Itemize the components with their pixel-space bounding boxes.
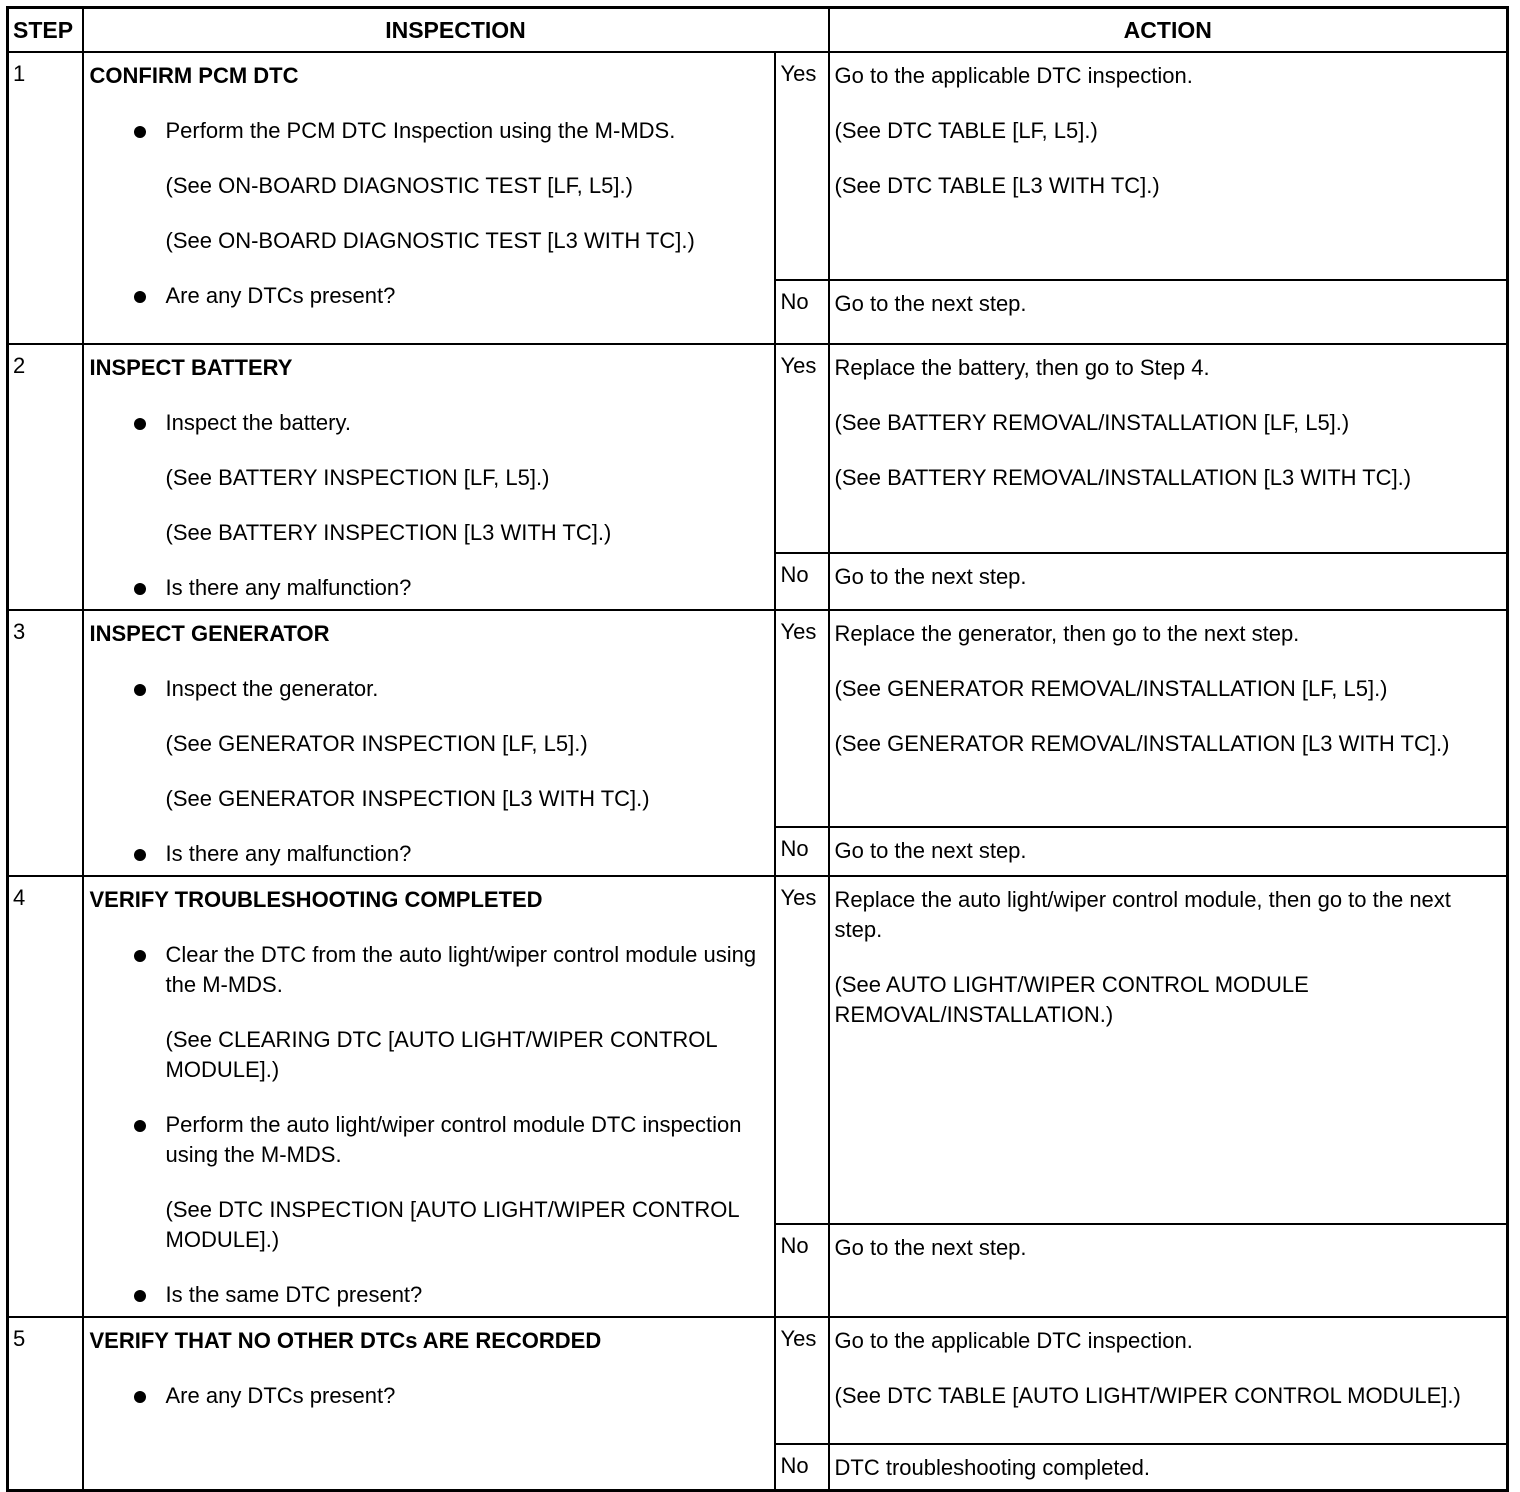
- inspection-text: Inspect the generator.: [165, 676, 379, 701]
- inspection-bullet: [90, 1381, 766, 1411]
- inspection-text: Inspect the battery.: [165, 410, 351, 435]
- inspection-reference: (See GENERATOR INSPECTION [LF, L5].): [165, 731, 588, 756]
- inspection-reference: (See CLEARING DTC [AUTO LIGHT/WIPER CONTROL MODULE].): [165, 1027, 717, 1082]
- inspection-text: Is there any malfunction?: [165, 841, 412, 866]
- action-text: Go to the next step.: [834, 1235, 1027, 1261]
- step-row-5: [8, 1317, 1508, 1444]
- inspection-text: Perform the PCM DTC Inspection using the M-MDS.: [165, 118, 676, 143]
- inspection-reference: (See BATTERY INSPECTION [L3 WITH TC].): [165, 520, 612, 545]
- yes-label: Yes: [775, 52, 829, 280]
- yes-action-cell: [829, 876, 1508, 1224]
- inspection-cell: [83, 610, 775, 876]
- step-number: 4: [8, 876, 83, 1317]
- inspection-text: Are any DTCs present?: [165, 283, 396, 308]
- step-number: 2: [8, 344, 83, 610]
- no-label: No: [775, 827, 829, 876]
- inspection-text: Is the same DTC present?: [165, 1282, 423, 1307]
- action-text: Go to the next step.: [834, 291, 1027, 316]
- inspection-bullet: [90, 1110, 766, 1170]
- diagnostic-procedure-document: [6, 6, 1506, 1492]
- step-row-1: [8, 52, 1508, 280]
- action-text: Replace the battery, then go to Step 4.: [834, 355, 1210, 380]
- yes-action-cell: [829, 344, 1508, 553]
- step-header: STEP: [8, 8, 83, 53]
- step-row-3: [8, 610, 1508, 827]
- bullet-dot-icon: [134, 1290, 146, 1302]
- inspection-bullet: [90, 940, 766, 1000]
- action-text: Replace the auto light/wiper control module, then go to the next step.: [834, 887, 1451, 942]
- yes-action-cell: [829, 610, 1508, 827]
- inspection-text: Is there any malfunction?: [165, 575, 412, 600]
- inspection-header: INSPECTION: [83, 8, 829, 53]
- step-title: INSPECT BATTERY: [89, 355, 293, 380]
- bullet-dot-icon: [134, 418, 146, 430]
- header-row: [8, 8, 1508, 53]
- inspection-cell: [83, 344, 775, 610]
- bullet-dot-icon: [134, 291, 146, 303]
- inspection-bullet: [90, 839, 766, 869]
- inspection-text: Perform the auto light/wiper control module DTC inspection using the M-MDS.: [165, 1112, 742, 1167]
- action-text: Go to the applicable DTC inspection.: [834, 1328, 1193, 1353]
- bullet-dot-icon: [134, 1120, 146, 1132]
- action-text: Replace the generator, then go to the next step.: [834, 621, 1300, 646]
- step-row-2: [8, 344, 1508, 553]
- inspection-text: Are any DTCs present?: [165, 1383, 396, 1408]
- inspection-reference: (See DTC INSPECTION [AUTO LIGHT/WIPER CONTROL MODULE].): [165, 1197, 739, 1252]
- no-action-cell: [829, 1224, 1508, 1317]
- action-text: (See AUTO LIGHT/WIPER CONTROL MODULE REMOVAL/INSTALLATION.): [834, 972, 1309, 1027]
- bullet-dot-icon: [134, 849, 146, 861]
- action-text: (See BATTERY REMOVAL/INSTALLATION [L3 WITH TC].): [834, 465, 1412, 490]
- yes-label: Yes: [775, 344, 829, 553]
- step-title: CONFIRM PCM DTC: [89, 63, 299, 88]
- action-text: Go to the applicable DTC inspection.: [834, 63, 1193, 88]
- no-label: No: [775, 1444, 829, 1491]
- action-header: ACTION: [829, 8, 1508, 53]
- yes-label: Yes: [775, 610, 829, 827]
- inspection-reference: (See ON-BOARD DIAGNOSTIC TEST [LF, L5].): [165, 173, 633, 198]
- inspection-text: Clear the DTC from the auto light/wiper control module using the M-MDS.: [165, 942, 757, 997]
- no-action-cell: [829, 827, 1508, 876]
- action-text: (See DTC TABLE [LF, L5].): [834, 118, 1098, 143]
- bullet-dot-icon: [134, 684, 146, 696]
- inspection-bullet: [90, 573, 766, 603]
- action-text: (See DTC TABLE [L3 WITH TC].): [834, 173, 1160, 198]
- no-action-cell: [829, 280, 1508, 344]
- bullet-dot-icon: [134, 126, 146, 138]
- steps-body: [8, 52, 1508, 1491]
- inspection-cell: [83, 876, 775, 1317]
- inspection-bullet: [90, 1280, 766, 1310]
- action-text: Go to the next step.: [834, 564, 1027, 590]
- step-number: 1: [8, 52, 83, 344]
- no-label: No: [775, 553, 829, 610]
- action-text: (See BATTERY REMOVAL/INSTALLATION [LF, L5].): [834, 410, 1350, 435]
- bullet-dot-icon: [134, 1391, 146, 1403]
- yes-label: Yes: [775, 876, 829, 1224]
- step-number: 3: [8, 610, 83, 876]
- inspection-cell: [83, 1317, 775, 1491]
- step-number: 5: [8, 1317, 83, 1491]
- inspection-reference: (See GENERATOR INSPECTION [L3 WITH TC].): [165, 786, 650, 811]
- no-label: No: [775, 280, 829, 344]
- diagnostic-table: [6, 6, 1509, 1492]
- inspection-reference: (See BATTERY INSPECTION [LF, L5].): [165, 465, 550, 490]
- bullet-dot-icon: [134, 950, 146, 962]
- action-text: Go to the next step.: [834, 838, 1027, 864]
- no-action-cell: [829, 1444, 1508, 1491]
- no-label: No: [775, 1224, 829, 1317]
- inspection-reference: (See ON-BOARD DIAGNOSTIC TEST [L3 WITH TC].): [165, 228, 695, 253]
- action-text: (See GENERATOR REMOVAL/INSTALLATION [L3 WITH TC].): [834, 731, 1450, 756]
- bullet-dot-icon: [134, 583, 146, 595]
- step-title: VERIFY TROUBLESHOOTING COMPLETED: [89, 887, 543, 912]
- inspection-bullet: [90, 116, 766, 146]
- yes-action-cell: [829, 52, 1508, 280]
- step-title: INSPECT GENERATOR: [89, 621, 330, 646]
- inspection-bullet: [90, 674, 766, 704]
- inspection-cell: [83, 52, 775, 344]
- action-text: (See GENERATOR REMOVAL/INSTALLATION [LF, L5].): [834, 676, 1388, 701]
- no-action-cell: [829, 553, 1508, 610]
- inspection-bullet: [90, 408, 766, 438]
- yes-label: Yes: [775, 1317, 829, 1444]
- action-text: DTC troubleshooting completed.: [834, 1455, 1151, 1480]
- inspection-bullet: [90, 281, 766, 311]
- action-text: (See DTC TABLE [AUTO LIGHT/WIPER CONTROL MODULE].): [834, 1383, 1461, 1408]
- step-title: VERIFY THAT NO OTHER DTCs ARE RECORDED: [89, 1328, 602, 1353]
- yes-action-cell: [829, 1317, 1508, 1444]
- step-row-4: [8, 876, 1508, 1224]
